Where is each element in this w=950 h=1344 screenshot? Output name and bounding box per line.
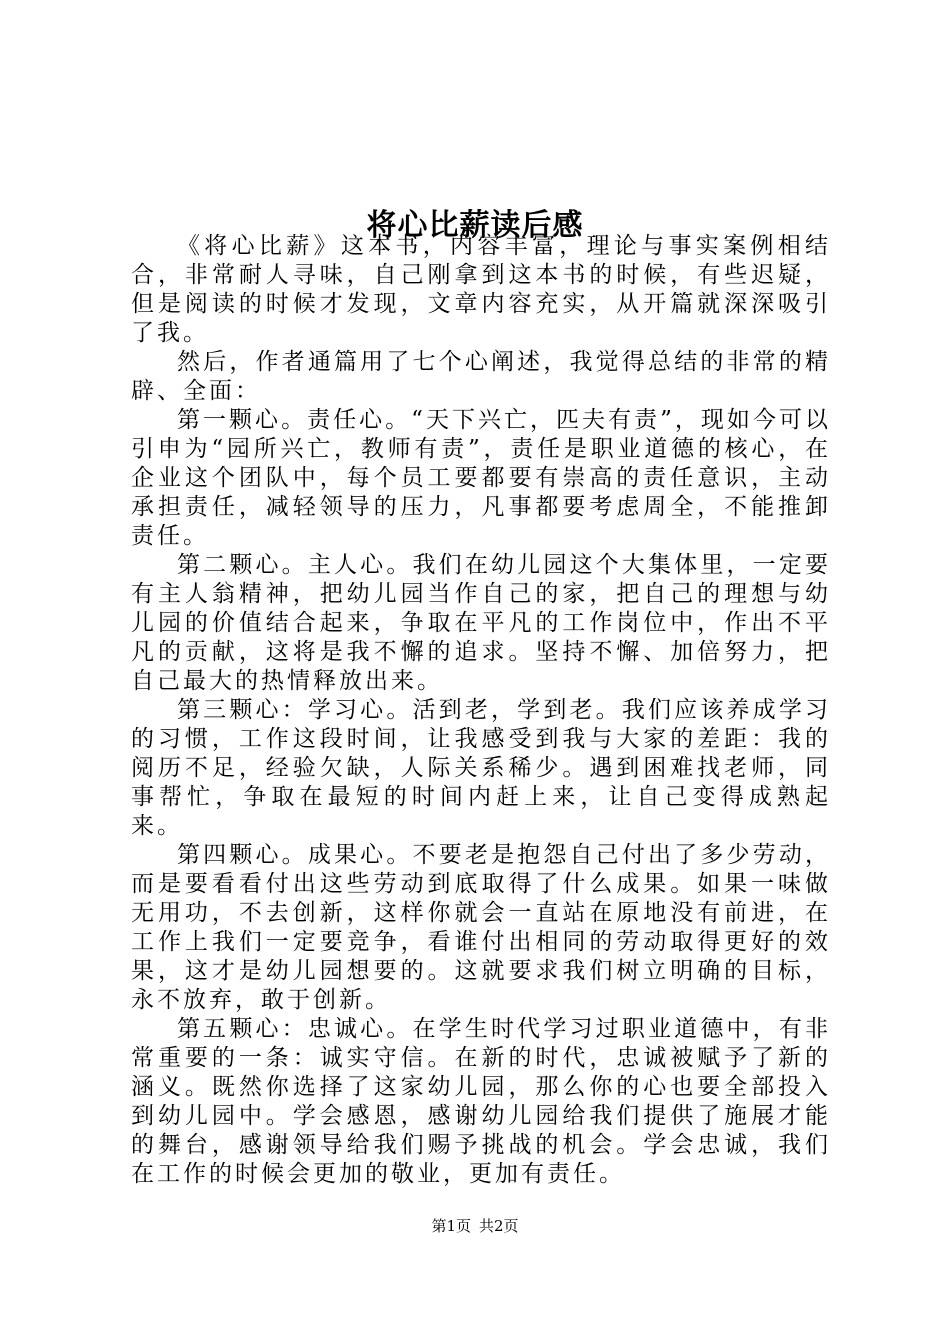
document-title: 将心比薪读后感 <box>366 208 584 244</box>
paragraph-responsibility: 第一颗心。责任心。“天下兴亡，匹夫有责”，现如今可以引申为“园所兴亡，教师有责”，责任是职业道德的核心，在企业这个团队中，每个员工要都要有崇高的责任意识，主动承担责任，减轻领导的压力，凡事都要考虑周全，不能推卸责任。 <box>131 407 831 549</box>
page-number-total: 共2页 <box>479 1217 519 1235</box>
paragraph-loyalty: 第五颗心：忠诚心。在学生时代学习过职业道德中，有非常重要的一条：诚实守信。在新的时代，忠诚被赋予了新的涵义。既然你选择了这家幼儿园，那么你的心也要全部投入到幼儿园中。学会感恩，感谢幼儿园给我们提供了施展才能的舞台，感谢领导给我们赐予挑战的机会。学会忠诚，我们在工作的时候会更加的敬业，更加有责任。 <box>131 1016 831 1187</box>
paragraph-results: 第四颗心。成果心。不要老是抱怨自己付出了多少劳动，而是要看看付出这些劳动到底取得了什么成果。如果一味做无用功，不去创新，这样你就会一直站在原地没有前进，在工作上我们一定要竞争，看谁付出相同的劳动取得更好的效果，这才是幼儿园想要的。这就要求我们树立明确的目标，永不放弃，敢于创新。 <box>131 842 831 1013</box>
paragraph-ownership: 第二颗心。主人心。我们在幼儿园这个大集体里，一定要有主人翁精神，把幼儿园当作自己的家，把自己的理想与幼儿园的价值结合起来，争取在平凡的工作岗位中，作出不平凡的贡献，这将是我不懈的追求。坚持不懈、加倍努力，把自己最大的热情释放出来。 <box>131 552 831 694</box>
document-body <box>131 232 831 1189</box>
paragraph-overview: 然后，作者通篇用了七个心阐述，我觉得总结的非常的精辟、全面： <box>131 349 831 404</box>
paragraph-learning: 第三颗心：学习心。活到老，学到老。我们应该养成学习的习惯，工作这段时间，让我感受到我与大家的差距：我的阅历不足，经验欠缺，人际关系稀少。遇到困难找老师，同事帮忙，争取在最短的时间内赶上来，让自己变得成熟起来。 <box>131 697 831 839</box>
paragraph-intro: 《将心比薪》这本书，内容丰富，理论与事实案例相结合，非常耐人寻味，自己刚拿到这本书的时候，有些迟疑，但是阅读的时候才发现，文章内容充实，从开篇就深深吸引了我。 <box>131 233 831 346</box>
page-number-current: 第1页 <box>431 1217 471 1235</box>
page-footer <box>0 1216 950 1236</box>
